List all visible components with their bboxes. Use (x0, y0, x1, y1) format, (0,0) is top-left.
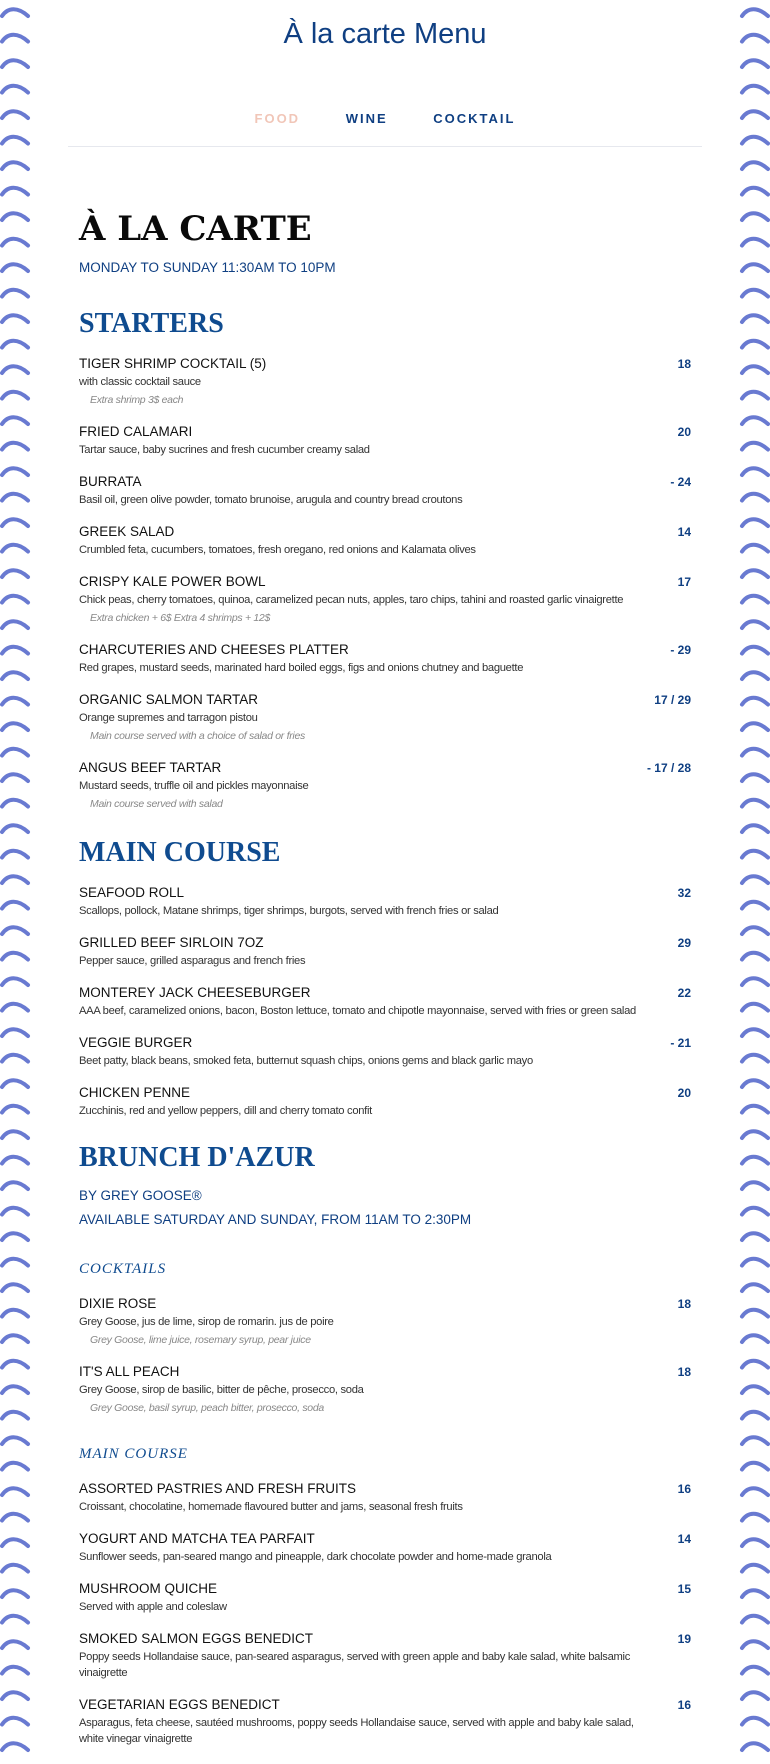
menu-item-price: - 24 (670, 475, 691, 489)
nav-item-food[interactable]: FOOD (254, 111, 301, 126)
wave-mark (742, 1157, 768, 1164)
menu-item-price: 18 (677, 1297, 691, 1311)
menu-item-name: ORGANIC SALMON TARTAR (79, 692, 259, 707)
wave-mark (742, 774, 768, 781)
wave-mark (742, 647, 768, 654)
wave-mark (742, 468, 768, 475)
wave-mark (742, 1539, 768, 1546)
menu-item-description: Zucchinis, red and yellow peppers, dill and cherry tomato confit (79, 1105, 372, 1117)
wave-mark (742, 545, 768, 552)
section-title-starters: STARTERS (79, 308, 224, 339)
wave-pattern (736, 0, 770, 1764)
brunch-main-course-list (79, 1480, 691, 1747)
menu-item-description: Beet patty, black beans, smoked feta, butternut squash chips, onions gems and black garlic mayo (79, 1055, 533, 1067)
wave-mark (2, 443, 28, 450)
wave-mark (2, 1667, 28, 1674)
menu-item-description: Served with apple and coleslaw (79, 1601, 227, 1613)
wave-mark (2, 264, 28, 271)
wave-mark (742, 1463, 768, 1470)
wave-mark (2, 876, 28, 883)
menu-item-description: Basil oil, green olive powder, tomato brunoise, arugula and country bread croutons (79, 494, 463, 506)
menu-item-description: Chick peas, cherry tomatoes, quinoa, caramelized pecan nuts, apples, taro chips, tahini and roasted garlic vinaigrette (79, 594, 624, 606)
wave-mark (742, 1386, 768, 1393)
wave-mark (2, 1335, 28, 1342)
wave-mark (742, 1412, 768, 1419)
service-hours: MONDAY TO SUNDAY 11:30AM TO 10PM (79, 260, 336, 275)
menu-item-price: 16 (677, 1482, 691, 1496)
wave-mark (742, 9, 768, 16)
menu-item-name: SEAFOOD ROLL (79, 885, 185, 900)
wave-mark (742, 1106, 768, 1113)
wave-mark (742, 1514, 768, 1521)
menu-item (79, 1696, 691, 1747)
menu-item-name: DIXIE ROSE (79, 1296, 157, 1311)
wave-mark (2, 570, 28, 577)
wave-mark (742, 1488, 768, 1495)
menu-item-price: 14 (677, 1532, 691, 1546)
wave-mark (2, 1055, 28, 1062)
wave-mark (2, 978, 28, 985)
menu-item-description: Croissant, chocolatine, homemade flavoured butter and jams, seasonal fresh fruits (79, 1501, 463, 1513)
menu-item (79, 1530, 691, 1565)
wave-mark (742, 902, 768, 909)
wave-mark (742, 953, 768, 960)
wave-mark (742, 188, 768, 195)
wave-mark (742, 1004, 768, 1011)
wave-mark (742, 264, 768, 271)
wave-mark (2, 545, 28, 552)
section-title-main-course: MAIN COURSE (79, 837, 281, 868)
menu-item-note: Main course served with a choice of salad or fries (90, 730, 305, 742)
wave-mark (2, 290, 28, 297)
menu-item-price: 14 (677, 525, 691, 539)
wave-mark (742, 927, 768, 934)
section-title-brunch: BRUNCH D'AZUR (79, 1142, 315, 1173)
wave-mark (2, 392, 28, 399)
menu-item-name: ANGUS BEEF TARTAR (79, 760, 222, 775)
menu-item-price: 16 (677, 1698, 691, 1712)
wave-mark (742, 239, 768, 246)
wave-mark (742, 86, 768, 93)
menu-item-name: VEGGIE BURGER (79, 1035, 193, 1050)
menu-item (79, 691, 691, 744)
menu-item-name: GREEK SALAD (79, 524, 175, 539)
menu-item-name: BURRATA (79, 474, 142, 489)
wave-mark (2, 1284, 28, 1291)
site-title: À la carte Menu (283, 18, 487, 50)
menu-item-price: 18 (677, 1365, 691, 1379)
wave-mark (2, 1412, 28, 1419)
menu-item-name: IT'S ALL PEACH (79, 1364, 180, 1379)
main-course-list (79, 884, 691, 1119)
menu-item-price: 20 (677, 425, 691, 439)
menu-item (79, 1034, 691, 1069)
menu-item-description: Scallops, pollock, Matane shrimps, tiger shrimps, burgots, served with french fries or salad (79, 905, 499, 917)
menu-content (79, 205, 691, 1747)
menu-item (79, 573, 691, 626)
menu-item-note: Grey Goose, lime juice, rosemary syrup, pear juice (90, 1334, 311, 1346)
menu-item-name: CHARCUTERIES AND CHEESES PLATTER (79, 642, 349, 657)
wave-mark (742, 749, 768, 756)
menu-item-description: Orange supremes and tarragon pistou (79, 712, 258, 724)
wave-mark (742, 825, 768, 832)
wave-mark (742, 621, 768, 628)
wave-mark (2, 9, 28, 16)
wave-mark (2, 1641, 28, 1648)
wave-mark (2, 1692, 28, 1699)
wave-mark (742, 137, 768, 144)
wave-mark (742, 366, 768, 373)
wave-mark (2, 621, 28, 628)
wave-mark (2, 902, 28, 909)
wave-mark (2, 851, 28, 858)
wave-mark (2, 1080, 28, 1087)
menu-item (79, 759, 691, 812)
wave-mark (2, 1565, 28, 1572)
menu-item (79, 934, 691, 969)
wave-mark (2, 1233, 28, 1240)
menu-item-price: - 21 (670, 1036, 691, 1050)
brunch-availability: AVAILABLE SATURDAY AND SUNDAY, FROM 11AM TO 2:30PM (79, 1212, 472, 1227)
wave-mark (2, 1029, 28, 1036)
wave-mark (742, 315, 768, 322)
wave-mark (742, 1259, 768, 1266)
page-title: À LA CARTE (79, 209, 312, 249)
wave-mark (2, 86, 28, 93)
menu-item-price: 17 / 29 (654, 693, 691, 707)
wave-mark (742, 494, 768, 501)
wave-mark (742, 1641, 768, 1648)
menu-item (79, 355, 691, 408)
wave-mark (742, 596, 768, 603)
menu-item (79, 1363, 691, 1416)
wave-mark (742, 392, 768, 399)
menu-item (79, 523, 691, 558)
starters-list (79, 355, 691, 812)
wave-mark (742, 851, 768, 858)
wave-mark (2, 749, 28, 756)
wave-mark (742, 162, 768, 169)
wave-mark (742, 698, 768, 705)
wave-mark (742, 978, 768, 985)
menu-item-name: FRIED CALAMARI (79, 424, 193, 439)
wave-mark (742, 60, 768, 67)
wave-mark (2, 341, 28, 348)
wave-mark (742, 1743, 768, 1750)
wave-mark (742, 1310, 768, 1317)
menu-item-price: 17 (677, 575, 691, 589)
wave-mark (2, 1182, 28, 1189)
wave-mark (742, 1718, 768, 1725)
menu-item-note: Grey Goose, basil syrup, peach bitter, prosecco, soda (90, 1402, 324, 1414)
wave-mark (742, 800, 768, 807)
menu-item-description: Sunflower seeds, pan-seared mango and pineapple, dark chocolate powder and home-made granola (79, 1551, 552, 1563)
wave-mark (2, 927, 28, 934)
wave-mark (2, 723, 28, 730)
wave-mark (2, 519, 28, 526)
menu-item-name: CRISPY KALE POWER BOWL (79, 574, 266, 589)
menu-item-name: CHICKEN PENNE (79, 1085, 191, 1100)
menu-item-description: Pepper sauce, grilled asparagus and french fries (79, 955, 306, 967)
menu-item (79, 884, 691, 919)
wave-mark (742, 1182, 768, 1189)
wave-mark (2, 1004, 28, 1011)
nav-item-wine[interactable]: WINE (345, 111, 388, 126)
wave-mark (742, 1080, 768, 1087)
menu-item (79, 1630, 691, 1681)
wave-mark (742, 1565, 768, 1572)
wave-mark (2, 825, 28, 832)
menu-item-name: ASSORTED PASTRIES AND FRESH FRUITS (79, 1481, 357, 1496)
menu-item (79, 1480, 691, 1515)
wave-mark (742, 723, 768, 730)
wave-mark (742, 1335, 768, 1342)
wave-mark (2, 672, 28, 679)
subsection-title-cocktails: COCKTAILS (79, 1261, 167, 1277)
wave-mark (742, 1692, 768, 1699)
menu-item-price: 15 (677, 1582, 691, 1596)
wave-mark (742, 1233, 768, 1240)
wave-mark (742, 1131, 768, 1138)
wave-mark (742, 1616, 768, 1623)
wave-mark (2, 1718, 28, 1725)
wave-mark (2, 1157, 28, 1164)
menu-item-price: 32 (677, 886, 691, 900)
wave-mark (2, 1539, 28, 1546)
wave-mark (2, 800, 28, 807)
brunch-sponsor: BY GREY GOOSE® (79, 1188, 202, 1203)
menu-item-description: Poppy seeds Hollandaise sauce, pan-seared asparagus, served with green apple and baby kale salad, white balsamic vinaigrette (79, 1651, 630, 1679)
menu-item-note: Main course served with salad (90, 798, 223, 810)
wave-mark (2, 647, 28, 654)
wave-mark (2, 698, 28, 705)
wave-mark (2, 60, 28, 67)
wave-mark (2, 1437, 28, 1444)
wave-mark (2, 366, 28, 373)
wave-mark (2, 1208, 28, 1215)
wave-mark (742, 213, 768, 220)
menu-item-description: Grey Goose, sirop de basilic, bitter de pêche, prosecco, soda (79, 1384, 364, 1396)
menu-item-description: Asparagus, feta cheese, sautéed mushrooms, poppy seeds Hollandaise sauce, served with apple and baby kale salad, white vinegar vinaigrette (79, 1717, 634, 1745)
wave-mark (2, 137, 28, 144)
menu-item-description: AAA beef, caramelized onions, bacon, Boston lettuce, tomato and chipotle mayonnaise, served with fries or green salad (79, 1005, 636, 1017)
wave-mark (2, 953, 28, 960)
menu-item (79, 1295, 691, 1348)
wave-mark (2, 239, 28, 246)
menu-item-name: MUSHROOM QUICHE (79, 1581, 217, 1596)
wave-mark (2, 494, 28, 501)
wave-mark (742, 1361, 768, 1368)
menu-item (79, 473, 691, 508)
wave-mark (742, 1208, 768, 1215)
menu-item-description: with classic cocktail sauce (79, 376, 201, 388)
menu-item (79, 1580, 691, 1615)
menu-item (79, 1084, 691, 1119)
wave-mark (742, 1284, 768, 1291)
wave-mark (2, 596, 28, 603)
menu-item-note: Extra shrimp 3$ each (90, 394, 184, 406)
wave-mark (742, 1055, 768, 1062)
wave-mark (2, 1590, 28, 1597)
wave-mark (2, 1743, 28, 1750)
menu-item-price: 19 (677, 1632, 691, 1646)
brunch-cocktails-list (79, 1295, 691, 1416)
menu-item (79, 423, 691, 458)
menu-item-price: - 17 / 28 (646, 761, 691, 775)
wave-mark (742, 1029, 768, 1036)
menu-item-price: - 29 (670, 643, 691, 657)
menu-item-price: 22 (677, 986, 691, 1000)
wave-mark (2, 1386, 28, 1393)
wave-mark (742, 290, 768, 297)
wave-mark (742, 876, 768, 883)
nav-item-cocktail[interactable]: COCKTAIL (433, 111, 516, 126)
menu-item-description: Red grapes, mustard seeds, marinated hard boiled eggs, figs and onions chutney and baguette (79, 662, 524, 674)
wave-mark (2, 213, 28, 220)
wave-mark (2, 1259, 28, 1266)
menu-item-name: YOGURT AND MATCHA TEA PARFAIT (79, 1531, 315, 1546)
wave-mark (2, 1131, 28, 1138)
wave-mark (742, 443, 768, 450)
wave-mark (2, 417, 28, 424)
nav-divider (68, 146, 702, 147)
menu-nav (0, 111, 770, 126)
subsection-title-brunch-main: MAIN COURSE (79, 1446, 188, 1462)
wave-mark (2, 1514, 28, 1521)
wave-mark (2, 315, 28, 322)
menu-item-description: Tartar sauce, baby sucrines and fresh cucumber creamy salad (79, 444, 370, 456)
menu-item-name: VEGETARIAN EGGS BENEDICT (79, 1697, 280, 1712)
wave-pattern (0, 0, 34, 1764)
menu-item (79, 641, 691, 676)
wave-mark (742, 1437, 768, 1444)
menu-item-description: Grey Goose, jus de lime, sirop de romarin. jus de poire (79, 1316, 334, 1328)
wave-mark (2, 774, 28, 781)
wave-mark (742, 570, 768, 577)
wave-mark (2, 1361, 28, 1368)
wave-mark (742, 1667, 768, 1674)
wave-mark (742, 341, 768, 348)
wave-mark (2, 1488, 28, 1495)
wave-mark (2, 468, 28, 475)
right-wave-border (736, 0, 770, 1764)
menu-item-description: Crumbled feta, cucumbers, tomatoes, fresh oregano, red onions and Kalamata olives (79, 544, 476, 556)
menu-item-name: MONTEREY JACK CHEESEBURGER (79, 985, 311, 1000)
wave-mark (742, 519, 768, 526)
wave-mark (742, 417, 768, 424)
menu-item-price: 29 (677, 936, 691, 950)
menu-item-note: Extra chicken + 6$ Extra 4 shrimps + 12$ (90, 612, 271, 624)
wave-mark (2, 1616, 28, 1623)
wave-mark (742, 1590, 768, 1597)
wave-mark (2, 1106, 28, 1113)
left-wave-border (0, 0, 34, 1764)
wave-mark (2, 188, 28, 195)
wave-mark (2, 1463, 28, 1470)
wave-mark (2, 1310, 28, 1317)
menu-item-price: 18 (677, 357, 691, 371)
wave-mark (2, 162, 28, 169)
menu-item-description: Mustard seeds, truffle oil and pickles mayonnaise (79, 780, 309, 792)
menu-item (79, 984, 691, 1019)
menu-item-name: GRILLED BEEF SIRLOIN 7OZ (79, 935, 264, 950)
menu-item-price: 20 (677, 1086, 691, 1100)
menu-item-name: SMOKED SALMON EGGS BENEDICT (79, 1631, 314, 1646)
menu-item-name: TIGER SHRIMP COCKTAIL (5) (79, 356, 267, 371)
wave-mark (742, 672, 768, 679)
